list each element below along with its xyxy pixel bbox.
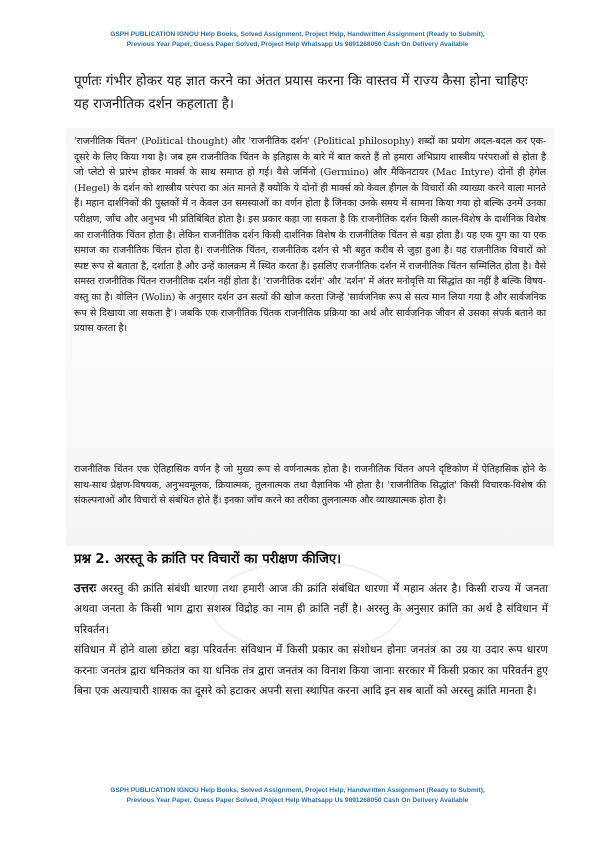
answer-block (74, 578, 548, 701)
scanned-paragraph-2: राजनीतिक चिंतन एक ऐतिहासिक वर्णन है जो मुख्य रूप से वर्णनात्मक होता है। राजनीतिक चिंतन अपने दृष्टिकोण में ऐतिहासिक होने के साथ-साथ प्रेक्षण-विषयक, अनुभवमूलक, क्रियात्मक, तुलनात्मक तथा वैज्ञानिक भी होता है। 'राजनीतिक सिद्धांत' किसी विचारक-विशेष की संकल्पनाओं और विचारों से संबंधित होते हैं। इनका जाँच करने का तरीका तुलनात्मक और व्याख्यात्मक होता है। (74, 464, 546, 507)
header-banner-line-1: GSPH PUBLICATION IGNOU Help Books, Solved Assignment, Project Help, Handwritten Assignment (Ready to Submit), (110, 31, 485, 38)
question-heading: प्रश्न 2. अरस्तू के क्रांति पर विचारों का परीक्षण कीजिए। (74, 552, 342, 567)
answer-label: उत्तरः (74, 581, 97, 595)
footer-banner (40, 786, 555, 806)
intro-paragraph: पूर्णतः गंभीर होकर यह ज्ञात करने का अंतत प्रयास करना कि वास्तव में राज्य कैसा होना चाहिएः यह राजनीतिक दर्शन कहलाता है। (74, 74, 528, 112)
footer-banner-line-2: Previous Year Paper, Guess Paper Solved, Project Help Whatsapp Us 9891268050 Cash On Delivery Available (126, 797, 469, 804)
footer-banner-line-1: GSPH PUBLICATION IGNOU Help Books, Solved Assignment, Project Help, Handwritten Assignment (Ready to Submit), (110, 787, 485, 794)
header-banner-line-2: Previous Year Paper, Guess Paper Solved, Project Help Whatsapp Us 9891268050 Cash On Delivery Available (126, 41, 469, 48)
scanned-paragraph-1: 'राजनीतिक चिंतन' (Political thought) और 'राजनीतिक दर्शन' (Political philosophy) शब्दों का प्रयोग अदल-बदल कर एक-दूसरे के लिए किया गया है। जब हम राजनीतिक चिंतन के इतिहास के बारे में बात करते हैं तो हमारा अभिप्राय शास्त्रीय परंपराओं से होता है जो प्लेटो से प्रारंभ होकर मार्क्स के साथ समाप्त हो गईं। वैसे जर्मिनो (Germino) और मैकिनटायर (Mac Intyre) दोनों ही हेगेल (Hegel) के दर्शन को शास्त्रीय परंपरा का अंत मानते हैं क्योंकि ये दोनों ही मार्क्स को केवल हीगल के विचारों की व्याख्या करने वाला मानते हैं। महान दार्शनिकों की पुस्तकों में न केवल उन समस्याओं का वर्णन होता है जिनका उनके समय में सामना किया गया हो बल्कि उनमें उनका परीक्षण, जाँच और अनुभव भी प्रतिबिंबित होता है। इस प्रकार कहा जा सकता है कि राजनीतिक दर्शन किसी काल-विशेष के दार्शनिक विशेष का राजनीतिक चिंतन होता है। लेकिन राजनीतिक दर्शन किसी दार्शनिक विशेष के राजनीतिक चिंतन से बड़ा होता है। यह एक युग का या एक समाज का राजनीतिक चिंतन होता है। राजनीतिक चिंतन, राजनीतिक दर्शन से भी बहुत करीब से जुड़ा हुआ है। यह राजनीतिक विचारों को स्पष्ट रूप से बताता है, दर्शाता है और उन्हें कालक्रम में स्थित करता है। इसलिए राजनीतिक दर्शन में राजनीतिक चिंतन सम्मिलित होता है। वैसे समस्त राजनीतिक चिंतन राजनीतिक दर्शन नहीं होता है। 'राजनीतिक दर्शन' और 'दर्शन' में अंतर मनोवृत्ति या सिद्धांत का नहीं है बल्कि विषय-वस्तु का है। वोलिन (Wolin) के अनुसार दर्शन उन सत्यों की खोज करता जिन्हें 'सार्वजनिक रूप से सत्य मान लिया गया है और सार्वजनिक रूप से दिखाया जा सकता है'। जबकि एक राजनीतिक चिंतक राजनीतिक प्रक्रिया का अर्थ और सार्वजनिक जीवन से उसका संपर्क बताने का प्रयास करता है। (74, 136, 546, 335)
answer-text-1: अरस्तु की क्रांति संबंधी धारणा तथा हमारी आज की क्रांति संबंधित धारणा में महान अंतर है। किसी राज्य में जनता अथवा जनता के किसी भाग द्वारा सशस्त्र विद्रोह का नाम ही क्रांति नहीं है। अरस्तु के अनुसार क्रांति का अर्थ है संविधान में परिवर्तन। (74, 583, 548, 636)
answer-text-2: संविधान में होने वाला छोटा बड़ा परिवर्तनः संविधान में किसी प्रकार का संशोधन होनाः जनतंत्र का उग्र या उदार रूप धारण करनाः जनतंत्र द्वारा धनिकतंत्र का या धनिक तंत्र द्वारा जनतंत्र का विनाश किया जानाः सरकार में किसी प्रकार का परिवर्तन हुए बिना एक अत्याचारी शासक का दूसरे को हटाकर अपनी सत्ता स्थापित करना आदि इन सब बातों को अरस्तु क्रांति मानता है। (74, 644, 548, 698)
header-banner (40, 30, 555, 50)
